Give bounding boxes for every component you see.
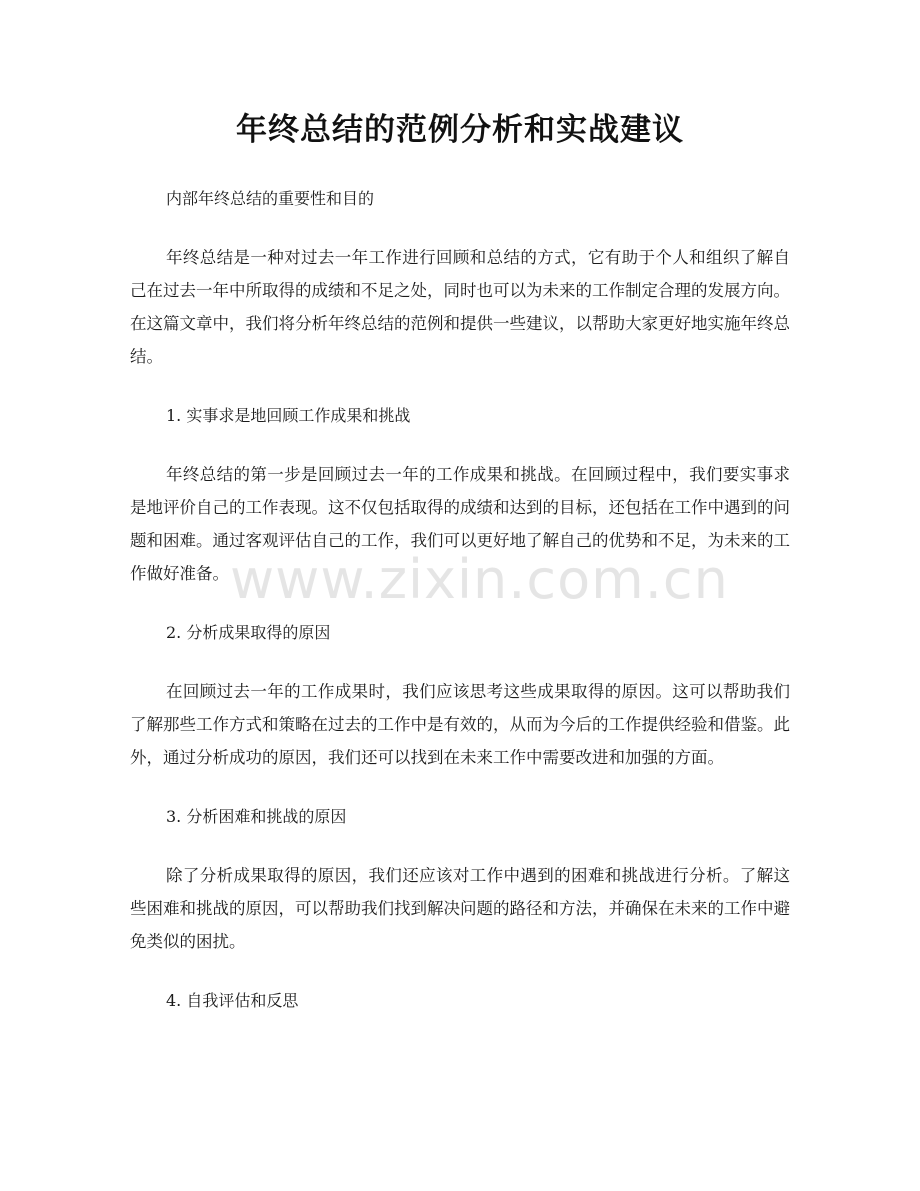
section-heading-intro: 内部年终总结的重要性和目的 [166, 189, 375, 208]
document-title: 年终总结的范例分析和实战建议 [236, 112, 684, 148]
section-paragraph-1: 年终总结的第一步是回顾过去一年的工作成果和挑战。在回顾过程中，我们要实事求是地评价自己的工作表现。这不仅包括取得的成绩和达到的目标，还包括在工作中遇到的问题和困难。通过客观评估自己的工作，我们可以更好地了解自己的优势和不足，为未来的工作做好准备。 [130, 465, 790, 583]
section-paragraph-3: 除了分析成果取得的原因，我们还应该对工作中遇到的困难和挑战进行分析。了解这些困难和挑战的原因，可以帮助我们找到解决问题的路径和方法，并确保在未来的工作中避免类似的困扰。 [130, 866, 790, 951]
section-heading-4: 4. 自我评估和反思 [166, 991, 299, 1010]
section-paragraph-2: 在回顾过去一年的工作成果时，我们应该思考这些成果取得的原因。这可以帮助我们了解那些工作方式和策略在过去的工作中是有效的，从而为今后的工作提供经验和借鉴。此外，通过分析成功的原因，我们还可以找到在未来工作中需要改进和加强的方面。 [130, 682, 790, 767]
section-heading-1: 1. 实事求是地回顾工作成果和挑战 [166, 406, 411, 425]
section-heading-3: 3. 分析困难和挑战的原因 [166, 807, 347, 826]
section-paragraph-intro: 年终总结是一种对过去一年工作进行回顾和总结的方式，它有助于个人和组织了解自己在过去一年中所取得的成绩和不足之处，同时也可以为未来的工作制定合理的发展方向。在这篇文章中，我们将分析年终总结的范例和提供一些建议，以帮助大家更好地实施年终总结。 [130, 248, 790, 366]
watermark: www.zixin.com.cn [230, 548, 729, 611]
section-heading-2: 2. 分析成果取得的原因 [166, 623, 331, 642]
document-body [130, 182, 790, 1043]
